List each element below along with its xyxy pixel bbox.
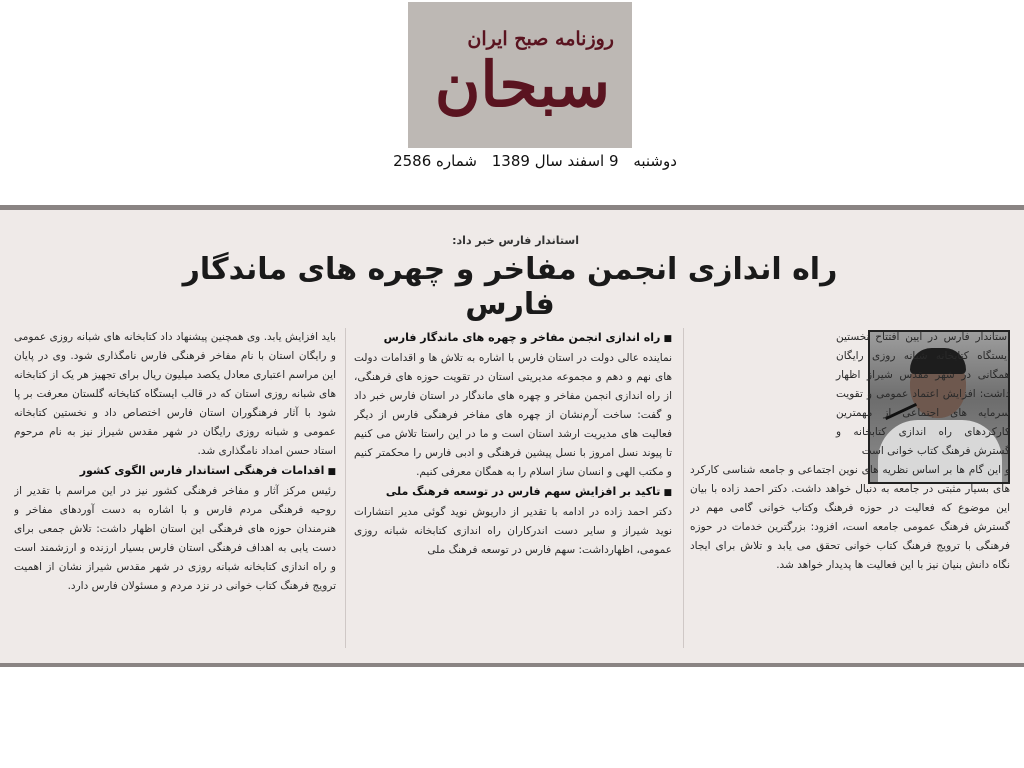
column-left-subheading: ■ اقدامات فرهنگی استاندار فارس الگوی کشور [14,461,336,482]
article-kicker: استاندار فارس خبر داد: [452,234,579,247]
column-middle-paragraph-1: نماینده عالی دولت در استان فارس با اشاره به تلاش ها و اقدامات دولت های نهم و دهم و مجموعه مدیریتی استان در تقویت حوزه های فرهنگی، از راه اندازی انجمن مفاخر و چهره های ماندگار در استان فارس خبر داد و گفت: ساخت آرم‌نشان از چهره های مفاخر فرهنگی فارس از دیگر فعالیت های مدیریت ارشد استان است و ما در این راستا تلاش می کنیم تا پیوند نسل امروز با نسل پیشین فرهنگی و ادبی فارس را محکمتر کنیم و مکتب الهی و انسان ساز اسلام را به همگان معرفی کنیم. [354,352,672,478]
article-column-middle [354,328,672,658]
column-divider [683,328,684,648]
column-middle-subheading-2: ■ تاکید بر افزایش سهم فارس در توسعه فرهنگ ملی [354,482,672,503]
column-left-paragraph-2: رئیس مرکز آثار و مفاخر فرهنگی کشور نیز در این مراسم با تقدیر از روحیه فرهنگی مردم فارس و با اشاره به دست آوردهای مفاخر و هنرمندان حوزه های فرهنگی این استان اظهار داشت: تلاش جمعی برای دست یابی به اهداف فرهنگی استان فارس بسیار ارزنده و ارزشمند است و راه اندازی کتابخانه شبانه روزی در شهر مقدس شیراز نشان از اهمیت ترویج فرهنگ کتاب خوانی در نزد مردم و مسئولان فارس دارد. [14,485,336,592]
article-column-right [690,328,1010,658]
date-line [370,152,700,170]
weekday: دوشنبه [633,152,677,170]
column-right-intro: استاندار فارس در آیین افتتاح نخستین ایستگاه کتابخانه شبانه روزی رایگان همگانی در شهر مقدس شیراز اظهار داشت: افزایش اعتماد عمومی و تقویت سرمایه های اجتماعی از مهمترین کارکردهای راه اندازی کتابخانه و گسترش فرهنگ کتاب خوانی است [836,331,1010,457]
column-right-body: و این گام ها بر اساس نظریه های نوین اجتماعی و جامعه شناسی کارکرد های بسیار مثبتی در جامعه به دنبال خواهد داشت. دکتر احمد زاده با بیان این موضوع که فعالیت در حوزه فرهنگ وکتاب خوانی گامی مهم در گسترش فرهنگ عمومی جامعه است، افزود: بزرگترین خدمات در حوزه فرهنگی با ترویج فرهنگ کتاب خوانی تحقق می یابد و تلاش برای ایجاد نگاه دانش بنیان نیز با این فعالیت ها پدیدار خواهد شد. [690,464,1010,571]
newspaper-masthead [408,2,632,148]
issue-date: 9 اسفند سال 1389 [491,152,619,170]
column-left-paragraph-1: باید افزایش یابد. وی همچنین پیشنهاد داد کتابخانه های شبانه روزی عمومی و رایگان استان با نام مفاخر فرهنگی فارس نامگذاری شود. وی در پایان این مراسم اعتباری معادل یکصد میلیون ریال برای تجهیز هر یک از کتابخانه های شبانه روزی استان که در قالب ایستگاه کتابخانه گلستان معرفت بر پا شود با آثار فرهنگوران استان فارس اختصاص داد و نخستین کتابخانه عمومی و شبانه روزی رایگان در شهر مقدس شیراز نیز به نام مرحوم استاد حسن امداد نامگذاری شد. [14,331,336,457]
column-middle-subheading-1: ■ راه اندازی انجمن مفاخر و چهره های ماندگار فارس [354,328,672,349]
masthead-subtitle: روزنامه صبح ایران [467,28,614,50]
article-column-left [14,328,336,658]
masthead-logo-name: سبحان [434,48,610,121]
article-clipping [0,205,1024,667]
article-headline: راه اندازی انجمن مفاخر و چهره های ماندگار فارس [182,252,838,322]
column-divider [345,328,346,648]
issue-number: شماره 2586 [393,152,477,170]
column-middle-paragraph-2: دکتر احمد زاده در ادامه با تقدیر از داریوش نوید گوئی مدیر انتشارات نوید شیراز و سایر دست اندرکاران راه اندازی کتابخانه شبانه روزی عمومی، اظهارداشت: سهم فارس در توسعه فرهنگ ملی [354,506,672,556]
